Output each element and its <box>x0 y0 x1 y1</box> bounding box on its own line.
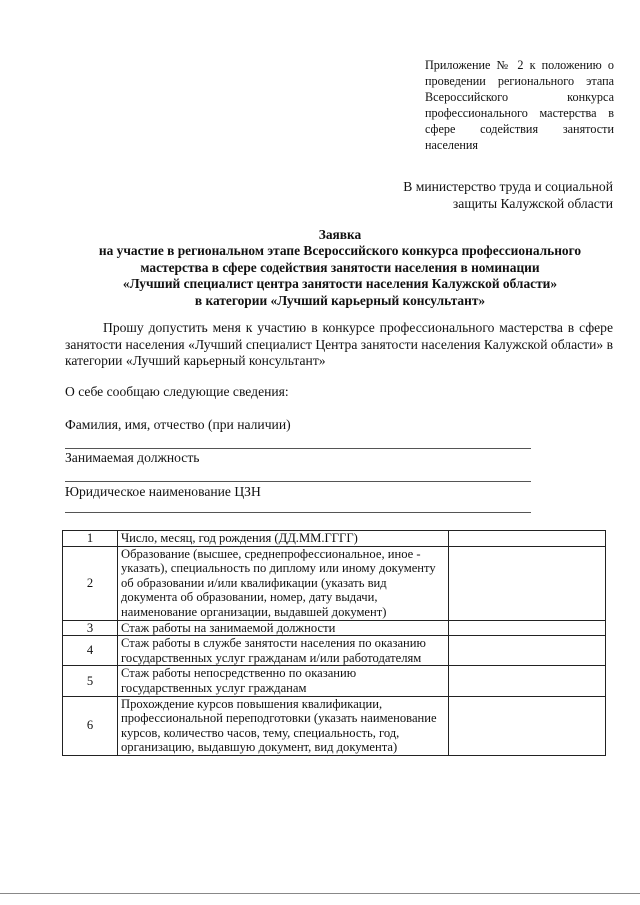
row-value-cell[interactable] <box>449 696 606 755</box>
row-label: Образование (высшее, среднепрофессиональное, иное - указать), специальность по диплому или иному документу об образовании и/или квалификации (указать вид документа об образовании, номер, дату выдачи, наименование организации, выдавшей документ) <box>118 546 449 620</box>
row-number: 1 <box>63 531 118 547</box>
row-number: 5 <box>63 666 118 696</box>
row-value-cell[interactable] <box>449 636 606 666</box>
org-line[interactable] <box>65 512 531 513</box>
recipient-line-2: защиты Калужской области <box>452 196 613 211</box>
table-row <box>63 531 606 547</box>
row-label: Стаж работы непосредственно по оказанию государственных услуг гражданам <box>118 666 449 696</box>
table-row <box>63 636 606 666</box>
row-label: Прохождение курсов повышения квалификации, профессиональной переподготовки (указать наименование курсов, количество часов, тему, специальность, год, организацию, выдавшую документ, вид документа) <box>118 696 449 755</box>
title-heading: Заявка <box>318 227 362 242</box>
row-value-cell[interactable] <box>449 620 606 636</box>
row-value-cell[interactable] <box>449 531 606 547</box>
intro-text: О себе сообщаю следующие сведения: <box>65 384 289 399</box>
appendix-note: Приложение № 2 к положению о проведении регионального этапа Всероссийского конкурса профессионального мастерства в сфере содействия занятости населения <box>425 58 614 152</box>
table-row <box>63 620 606 636</box>
title-line-3: «Лучший специалист центра занятости населения Калужской области» <box>122 276 558 292</box>
row-label: Стаж работы в службе занятости населения по оказанию государственных услуг гражданам и/или работодателям <box>118 636 449 666</box>
recipient-line-1: В министерство труда и социальной <box>403 179 613 194</box>
row-label: Стаж работы на занимаемой должности <box>118 620 449 636</box>
title-line-4: в категории «Лучший карьерный консультант» <box>194 292 486 308</box>
org-label: Юридическое наименование ЦЗН <box>65 484 261 499</box>
title-line-2: мастерства в сфере содействия занятости населения в номинации <box>140 259 540 275</box>
row-number: 3 <box>63 620 118 636</box>
title-line-1: на участие в региональном этапе Всероссийского конкурса профессионального <box>98 243 582 259</box>
row-value-cell[interactable] <box>449 666 606 696</box>
row-number: 4 <box>63 636 118 666</box>
fio-line[interactable] <box>65 448 531 449</box>
row-value-cell[interactable] <box>449 546 606 620</box>
row-number: 6 <box>63 696 118 755</box>
request-paragraph: Прошу допустить меня к участию в конкурсе профессионального мастерства в сфере занятости населения «Лучший специалист Центра занятости населения Калужской области» в категории «Лучший карьерный консультант» <box>65 320 613 369</box>
page-bottom-divider <box>0 893 640 894</box>
table-row <box>63 696 606 755</box>
row-label: Число, месяц, год рождения (ДД.ММ.ГГГГ) <box>118 531 449 547</box>
recipient-block <box>403 178 613 212</box>
document-title <box>80 227 600 309</box>
info-table <box>62 530 606 756</box>
position-line[interactable] <box>65 481 531 482</box>
position-label: Занимаемая должность <box>65 450 200 465</box>
table-row <box>63 546 606 620</box>
table-row <box>63 666 606 696</box>
row-number: 2 <box>63 546 118 620</box>
fio-label: Фамилия, имя, отчество (при наличии) <box>65 417 291 432</box>
